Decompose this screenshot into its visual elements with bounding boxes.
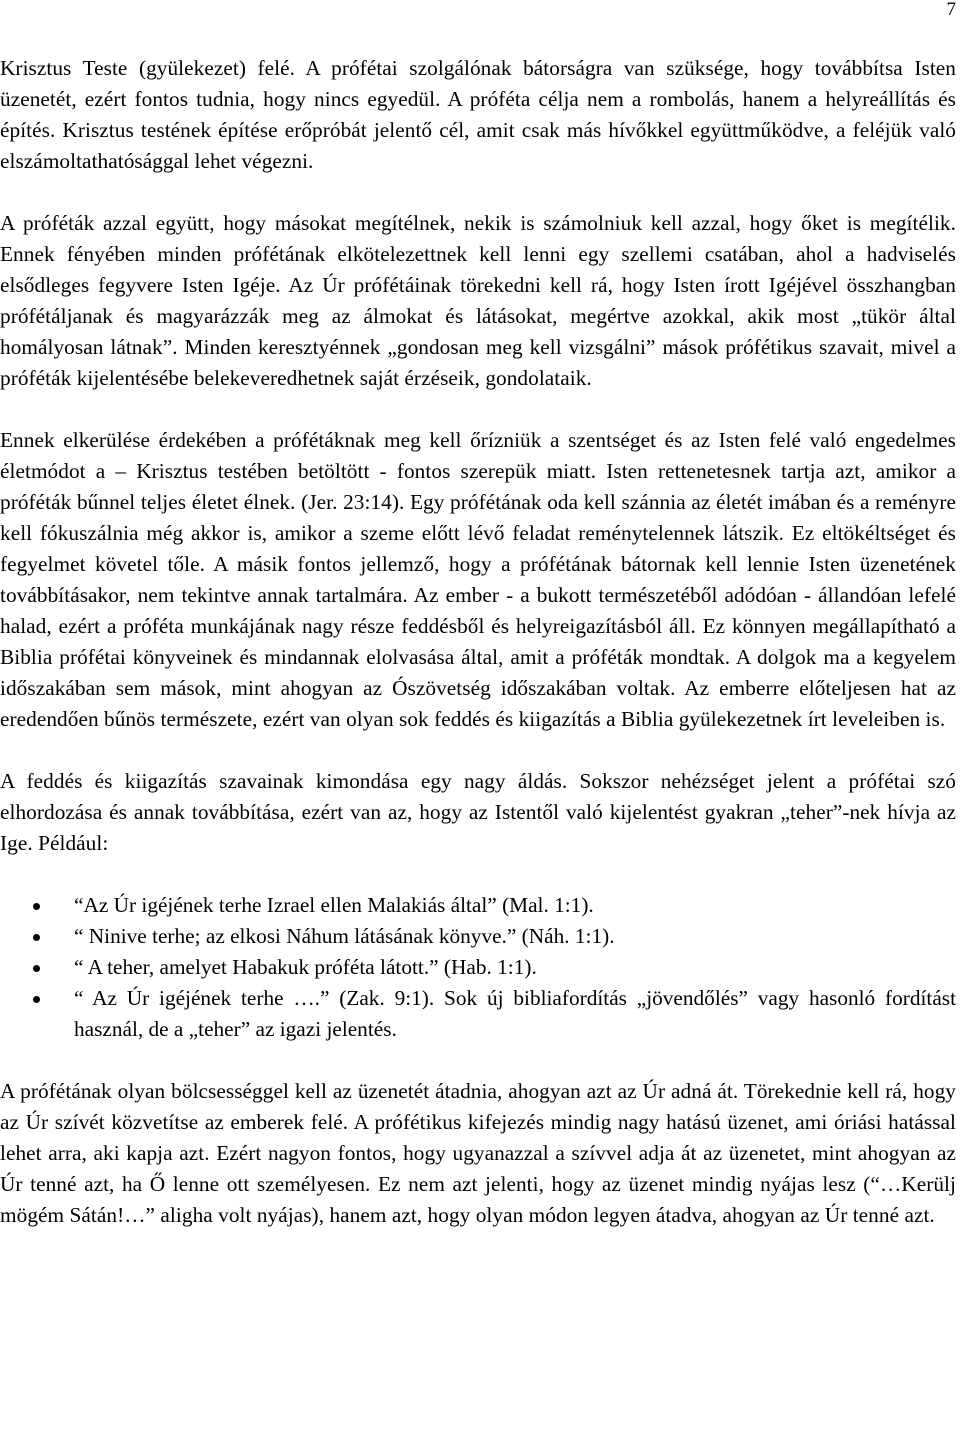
page-number: 7	[946, 0, 956, 20]
bullet-icon	[33, 965, 40, 972]
paragraph-3: Ennek elkerülése érdekében a prófétáknak meg kell őrízniük a szentséget és az Isten felé való engedelmes életmódot a – Krisztus testében betöltött - fontos szerepük miatt. Isten rettenetesnek tartja azt, amikor a próféták bűnnel teljes életet élnek. (Jer. 23:14). Egy prófétának oda kell szánnia az életét imában és a reményre kell fókuszálnia még akkor is, amikor a szeme előtt lévő feladat reménytelennek látszik. Ez eltökéltséget és fegyelmet követel tőle. A másik fontos jellemző, hogy a prófétának bátornak kell lennie Isten üzenetének továbbításakor, nem tekintve annak tartalmára. Az ember - a bukott természetéből adódóan - állandóan lefelé halad, ezért a próféta munkájának nagy része feddésből és helyreigazításból áll. Ez könnyen megállapítható a Biblia prófétai könyveinek és mindannak elolvasása által, amit a próféták mondtak. A dolgok ma a kegyelem időszakában sem mások, mint ahogyan az Ószövetség időszakában voltak. Az emberre előteljesen hat az eredendően bűnös természete, ezért van olyan sok feddés és kiigazítás a Biblia gyülekezetnek írt leveleiben is.	[0, 428, 956, 731]
paragraph-1: Krisztus Teste (gyülekezet) felé. A prófétai szolgálónak bátorságra van szüksége, hogy továbbítsa Isten üzenetét, ezért fontos tudnia, hogy nincs egyedül. A próféta célja nem a rombolás, hanem a helyreállítás és építés. Krisztus testének építése erőpróbát jelentő cél, amit csak más hívőkkel együttműködve, a feléjük való elszámoltathatósággal lehet végezni.	[0, 56, 956, 173]
closing-paragraph: A prófétának olyan bölcsességgel kell az üzenetét átadnia, ahogyan azt az Úr adná át. Törekednie kell rá, hogy az Úr szívét közvetítse az emberek felé. A prófétikus kifejezés mindig nagy hatású üzenet, ami óriási hatással lehet arra, aki kapja azt. Ezért nagyon fontos, hogy ugyanazzal a szívvel adja át az üzenetet, mint ahogyan az Úr tenné azt, ha Ő lenne ott személyesen. Ez nem azt jelenti, hogy az üzenet mindig nyájas lesz (“…Kerülj mögém Sátán!…” aligha volt nyájas), hanem azt, hogy olyan módon legyen átadva, ahogyan az Úr tenné azt.	[0, 1079, 956, 1227]
document-body	[0, 53, 956, 1231]
bullet-icon	[33, 903, 40, 910]
bullet-icon	[33, 996, 40, 1003]
list-item-text: “Az Úr igéjének terhe Izrael ellen Malakiás által” (Mal. 1:1).	[74, 893, 594, 917]
list-item	[0, 890, 956, 921]
list-item-text: “ Ninive terhe; az elkosi Náhum látásának könyve.” (Náh. 1:1).	[74, 924, 615, 948]
paragraph-4: A feddés és kiigazítás szavainak kimondása egy nagy áldás. Sokszor nehézséget jelent a prófétai szó elhordozása és annak továbbítása, ezért van az, hogy az Istentől való kijelentést gyakran „teher”-nek hívja az Ige. Például:	[0, 769, 956, 855]
list-item	[0, 952, 956, 983]
scripture-list	[0, 890, 956, 1045]
bullet-icon	[33, 934, 40, 941]
list-item	[0, 921, 956, 952]
paragraph-2: A próféták azzal együtt, hogy másokat megítélnek, nekik is számolniuk kell azzal, hogy őket is megítélik. Ennek fényében minden prófétának elkötelezettnek kell lenni egy szellemi csatában, ahol a hadviselés elsődleges fegyvere Isten Igéje. Az Úr prófétáinak törekedni kell rá, hogy Isten írott Igéjével összhangban prófétáljanak és magyarázzák meg az álmokat és látásokat, megértve azokkal, akik most „tükör által homályosan látnak”. Minden keresztyénnek „gondosan meg kell vizsgálni” mások prófétikus szavait, mivel a próféták kijelentésébe belekeveredhetnek saját érzéseik, gondolataik.	[0, 211, 956, 390]
list-item	[0, 983, 956, 1045]
list-item-text: “ Az Úr igéjének terhe ….” (Zak. 9:1). Sok új bibliafordítás „jövendőlés” vagy hasonló fordítást használ, de a „teher” az igazi jelentés.	[74, 986, 956, 1041]
list-item-text: “ A teher, amelyet Habakuk próféta látott.” (Hab. 1:1).	[74, 955, 537, 979]
